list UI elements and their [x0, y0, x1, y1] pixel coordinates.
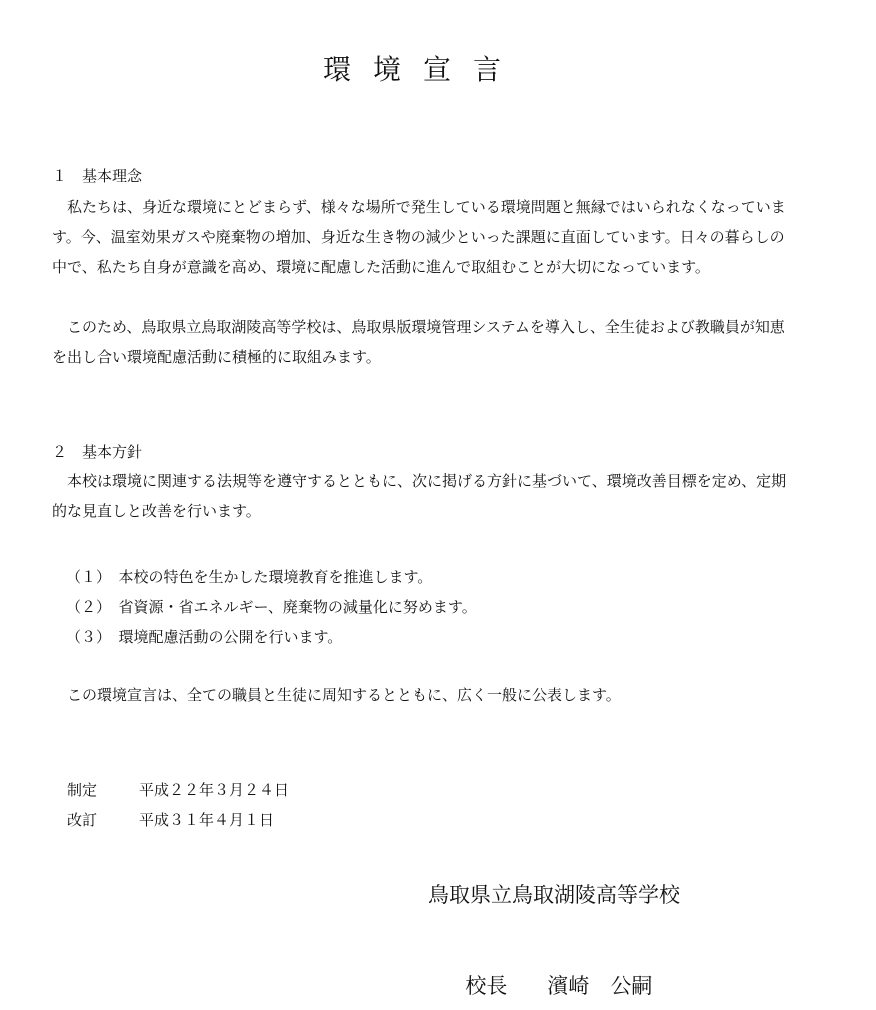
established-date: 平成２２年３月２４日: [139, 781, 290, 799]
closing-statement: この環境宣言は、全ての職員と生徒に周知するとともに、広く一般に公表します。: [67, 686, 621, 704]
philosophy-paragraph-2: このため、鳥取県立鳥取湖陵高等学校は、鳥取県版環境管理システムを導入し、全生徒および教職員が知恵を出し合い環境配慮活動に積極的に取組みます。: [52, 318, 785, 366]
philosophy-paragraph-1: 私たちは、身近な環境にとどまらず、様々な場所で発生している環境問題と無縁ではいられなくなっています。今、温室効果ガスや廃棄物の増加、身近な生き物の減少といった課題に直面しています。日々の暮らしの中で、私たち自身が意識を高め、環境に配慮した活動に進んで取組むことが大切になっています。: [52, 198, 786, 276]
principal-role: 校長: [465, 974, 508, 998]
established-label: 制定: [67, 781, 98, 799]
revised-date: 平成３１年４月１日: [139, 811, 275, 829]
revised-label: 改訂: [67, 811, 98, 829]
school-name: 鳥取県立鳥取湖陵高等学校: [428, 883, 680, 907]
established-date-row: [67, 775, 289, 805]
principal-name: 濱崎 公嗣: [547, 974, 653, 998]
policy-item-1: （１） 本校の特色を生かした環境教育を推進します。: [66, 568, 433, 586]
revised-date-row: [67, 805, 289, 835]
date-block: [67, 775, 289, 835]
principal-signature: [452, 941, 652, 1001]
policy-item-3: （３） 環境配慮活動の公開を行います。: [66, 628, 343, 646]
section-heading-basic-policy: ２ 基本方針: [52, 443, 143, 461]
document-title: 環境宣言: [322, 53, 523, 86]
section-heading-basic-philosophy: １ 基本理念: [52, 167, 143, 185]
policy-item-2: （２） 省資源・省エネルギー、廃棄物の減量化に努めます。: [66, 598, 477, 616]
policy-intro-paragraph: 本校は環境に関連する法規等を遵守するとともに、次に掲げる方針に基づいて、環境改善目標を定め、定期的な見直しと改善を行います。: [52, 472, 787, 520]
policy-list: [66, 562, 477, 652]
